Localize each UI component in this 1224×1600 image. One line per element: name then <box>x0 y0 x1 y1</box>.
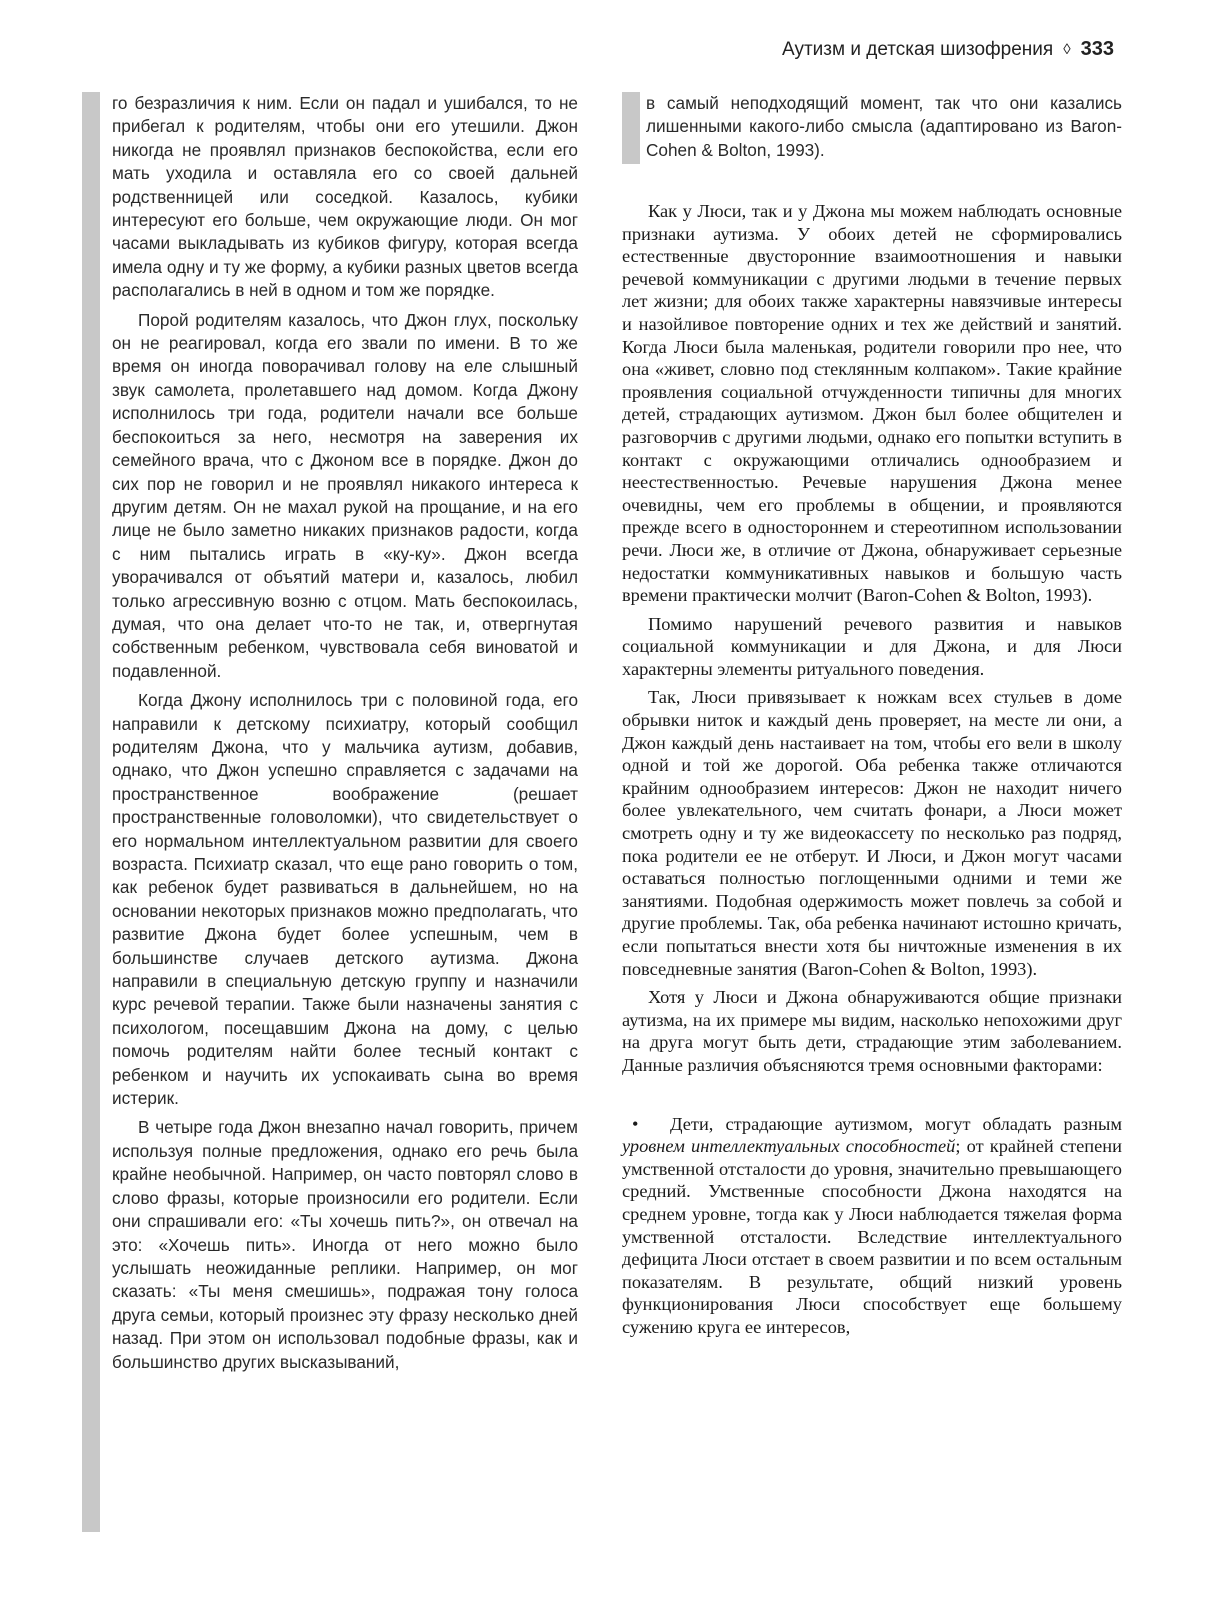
sidebar-shading-bar <box>82 92 100 1532</box>
right-paragraph-3: Так, Люси привязывает к ножкам всех стульев в доме обрывки ниток и каждый день проверяет, на месте ли они, а Джон каждый день настаивает на том, чтобы его вели в школу одной и той же дорогой. Оба ребенка также отличаются крайним однообразием интересов: Джон не находит ничего более увлекательного, чем считать фонари, а Люси может смотреть одну и ту же видеокассету по несколько раз подряд, пока родители ее не отберут. И Люси, и Джон могут часами оставаться полностью поглощенными одними и теми же занятиями. Подобная одержимость может повлечь за собой и другие проблемы. Так, оба ребенка начинают истошно кричать, если попытаться внести хотя бы ничтожные изменения в их повседневные занятия (Baron-Cohen & Bolton, 1993). <box>622 687 1122 979</box>
bullet-text <box>622 1113 1122 1339</box>
bullet-marker: • <box>632 1113 639 1134</box>
right-paragraph-1: Как у Люси, так и у Джона мы можем наблюдать основные признаки аутизма. У обоих детей не сформировались естественные двусторонние взаимоотношения и навыки речевой коммуникации с другими людьми в течение первых лет жизни; для обоих также характерны навязчивые интересы и назойливое повторение одних и тех же действий и занятий. Когда Люси была маленькая, родители говорили про нее, что она «живет, словно под стеклянным колпаком». Такие крайние проявления социальной отчужденности типичны для многих детей, страдающих аутизмом. Джон был более общителен и разговорчив с другими людьми, однако его попытки вступить в контакт с окружающими отличались однообразием и неестественностью. Речевые нарушения Джона менее очевидны, чем его проблемы в общении, и проявляются прежде всего в одностороннем и стереотипном использовании речи. Люси же, в отличие от Джона, обнаруживает серьезные недостатки коммуникативных навыков и большую часть времени практически молчит (Baron-Cohen & Bolton, 1993). <box>622 201 1122 606</box>
running-header <box>782 38 1114 61</box>
sidebar-shading-bar <box>622 92 640 164</box>
main-body-text <box>622 200 1122 1339</box>
running-title: Аутизм и детская шизофрения <box>782 38 1054 60</box>
left-paragraph-2: Порой родителям казалось, что Джон глух, поскольку он не реагировал, когда его звали по имени. В то же время он иногда поворачивал голову на еле слышный звук самолета, пролетавшего над домом. Когда Джону исполнилось три года, родители начали все больше беспокоиться за него, несмотря на заверения их семейного врача, что с Джоном все в порядке. Джон до сих пор не говорил и не проявлял никакого интереса к другим детям. Он не махал рукой на прощание, и на его лице не было заметно никаких признаков радости, когда с ним пытались играть в «ку-ку». Джон всегда уворачивался от объятий матери и, казалось, любил только агрессивную возню с отцом. Мать беспокоилась, думая, что она делает что-то не так, и, отвергнутая собственным ребенком, чувствовала себя виноватой и подавленной. <box>112 309 578 681</box>
right-paragraph-4: Хотя у Люси и Джона обнаруживаются общие признаки аутизма, на их примере мы видим, насколько непохожими друг на друга могут быть дети, страдающие этим заболеванием. Данные различия объясняются тремя основными факторами: <box>622 987 1122 1075</box>
case-study-box-continuation <box>622 92 1122 164</box>
left-paragraph-1: го безразличия к ним. Если он падал и ушибался, то не прибегал к родителям, чтобы они его утешили. Джон никогда не проявлял признаков беспокойства, если его мать уходила и оставляла его со своей дальней родственницей или соседкой. Казалось, кубики интересуют его больше, чем окружающие люди. Он мог часами выкладывать из кубиков фигуру, которая всегда имела одну и ту же форму, а кубики разных цветов всегда располагались в ней в одном и том же порядке. <box>112 93 578 301</box>
bullet-text-end: ; от крайней степени умственной отсталости до уровня, значительно превышающего средний. Умственные способности Джона находятся на среднем уровне, тогда как у Люси наблюдается тяжелая форма умственной отсталости. Вследствие интеллектуального дефицита Люси отстает в своем развитии и по всем остальным показателям. В результате, общий низкий уровень функционирования Люси способствует еще большему сужению круга ее интересов, <box>622 1136 1122 1337</box>
left-paragraph-3: Когда Джону исполнилось три с половиной года, его направили к детскому психиатру, который сообщил родителям Джона, что у мальчика аутизм, добавив, однако, что Джон успешно справляется с задачами на пространственное воображение (решает пространственные головоломки), что свидетельствует о его нормальном интеллектуальном развитии для своего возраста. Психиатр сказал, что еще рано говорить о том, как ребенок будет развиваться в дальнейшем, но на основании некоторых признаков можно предполагать, что развитие Джона будет более успешным, чем в большинстве случаев детского аутизма. Джона направили в специальную детскую группу и назначили курс речевой терапии. Также были назначены занятия с психологом, посещавшим Джона на дому, с целью помочь родителям найти более тесный контакт с ребенком и научить их успокаивать сына во время истерик. <box>112 690 578 1109</box>
bullet-text-start: Дети, страдающие аутизмом, могут обладать разным <box>670 1113 1122 1134</box>
bullet-item <box>622 1113 1122 1339</box>
right-column <box>622 92 1122 1345</box>
case-study-box <box>100 92 578 1532</box>
left-column <box>82 92 578 1532</box>
page-number: 333 <box>1080 38 1114 60</box>
bullet-emphasis: уровнем интеллектуальных способностей <box>622 1136 956 1157</box>
right-paragraph-2: Помимо нарушений речевого развития и навыков социальной коммуникации и для Джона, и для Люси характерны элементы ритуального поведения. <box>622 613 1122 679</box>
left-paragraph-4: В четыре года Джон внезапно начал говорить, причем используя полные предложения, однако его речь была крайне необычной. Например, он часто повторял слово в слово фразы, которые произносили его родители. Если они спрашивали его: «Ты хочешь пить?», он отвечал на это: «Хочешь пить». Иногда от него можно было услышать неожиданные реплики. Например, он мог сказать: «Ты меня смешишь», подражая тону голоса друга семьи, который произнес эту фразу несколько дней назад. При этом он использовал подобные фразы, как и большинство других высказываний, <box>112 1117 578 1372</box>
sidebox-text: в самый неподходящий момент, так что они казались лишенными какого-либо смысла (адаптировано из Baron-Cohen & Bolton, 1993). <box>646 93 1122 160</box>
header-separator: ◊ <box>1063 41 1071 58</box>
